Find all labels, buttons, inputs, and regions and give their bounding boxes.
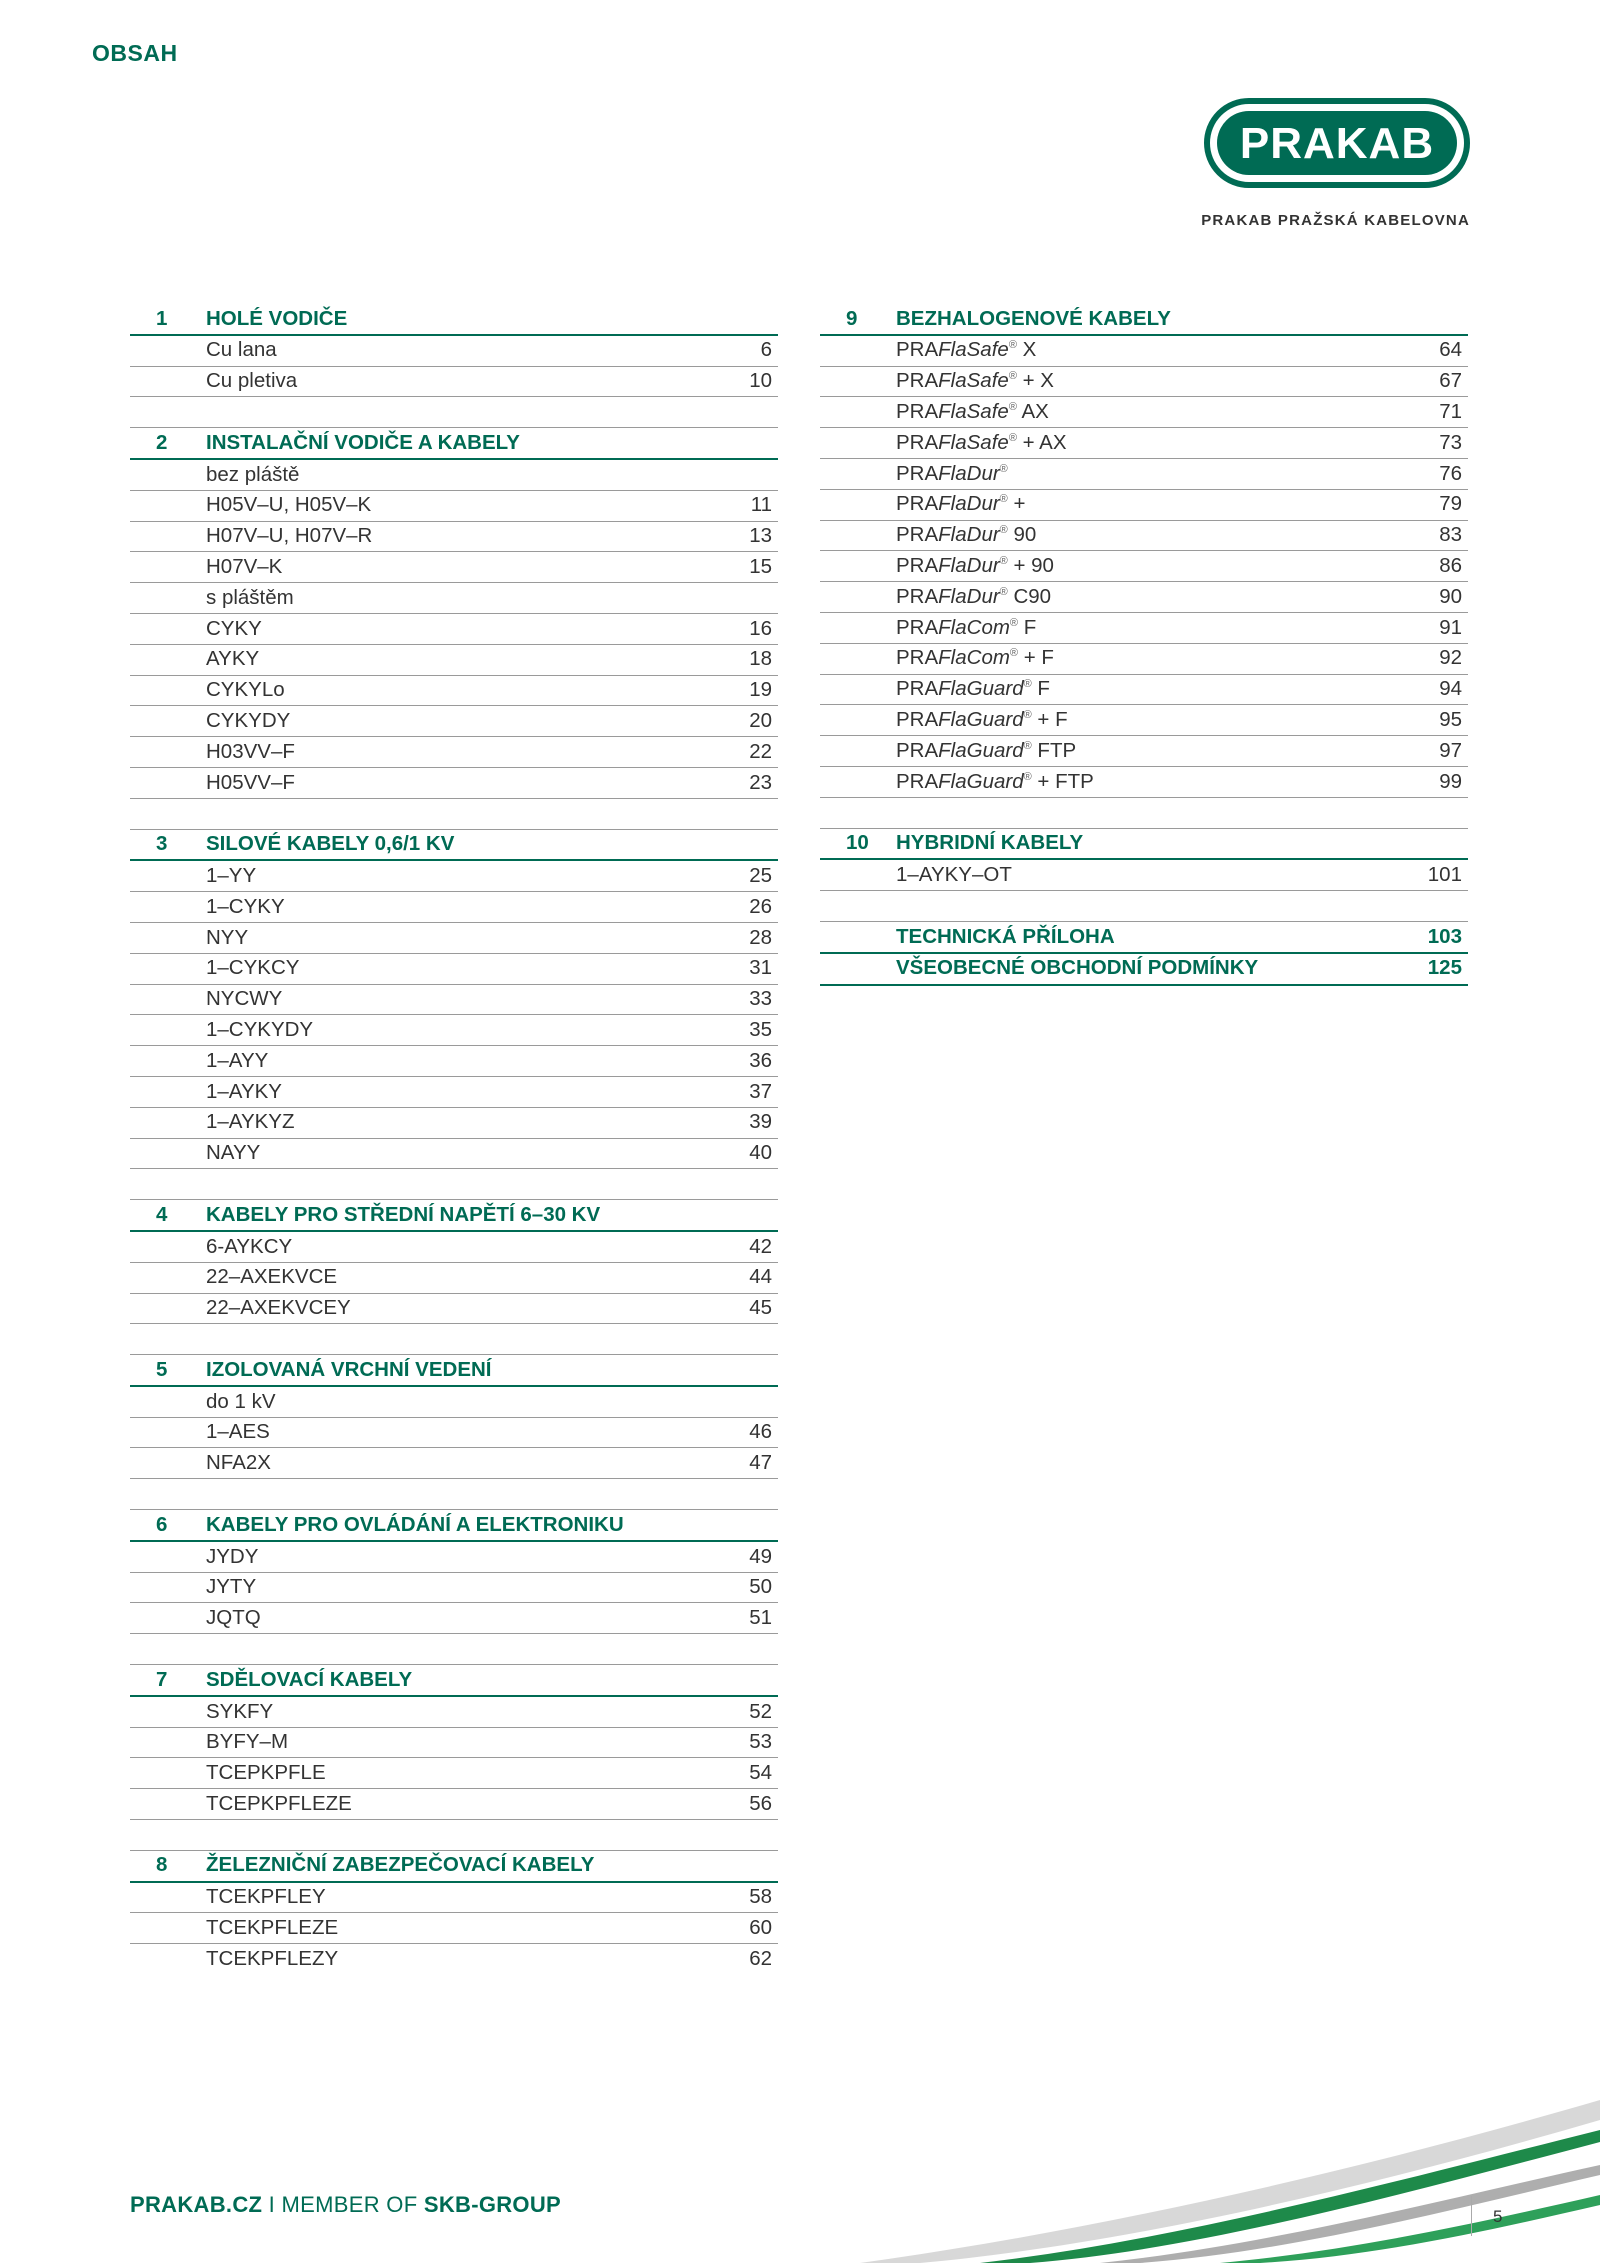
entry-title	[896, 430, 1392, 454]
entry-brand: FlaDur	[938, 523, 1000, 547]
toc-spacer-row	[130, 1169, 778, 1200]
toc-entry[interactable]	[820, 767, 1468, 798]
footer-group: SKB-GROUP	[423, 2192, 562, 2217]
entry-brand: FlaDur	[938, 554, 1000, 578]
entry-title: TECHNICKÁ PŘÍLOHA	[896, 924, 1115, 948]
toc-entry[interactable]	[130, 768, 778, 799]
registered-mark: ®	[999, 555, 1008, 568]
entry-page: 50	[749, 1575, 772, 1599]
toc-section-heading[interactable]	[130, 1851, 778, 1883]
entry-page: 51	[749, 1606, 772, 1630]
entry-title: CYKYDY	[206, 709, 291, 732]
entry-brand: FlaSafe	[938, 400, 1009, 424]
toc-entry[interactable]	[820, 459, 1468, 490]
entry-title: 1–YY	[206, 863, 257, 887]
registered-mark: ®	[1008, 370, 1017, 383]
entry-title	[896, 648, 1392, 669]
toc-entry[interactable]	[820, 490, 1468, 521]
entry-title: TCEKPFLEZE	[206, 1916, 339, 1940]
entry-brand: FlaGuard	[938, 738, 1024, 762]
toc-entry[interactable]	[130, 460, 778, 491]
entry-title: TCEPKPFLEZE	[206, 1791, 352, 1815]
entry-suffix: FTP	[1031, 738, 1077, 762]
registered-mark: ®	[999, 524, 1008, 537]
entry-page: 25	[749, 863, 772, 887]
entry-page: 15	[749, 555, 772, 579]
registered-mark: ®	[1023, 709, 1032, 722]
section-number: 9	[846, 306, 858, 330]
toc-entry[interactable]	[130, 583, 778, 614]
entry-title: JQTQ	[206, 1606, 261, 1630]
toc-appendix-entry[interactable]	[820, 922, 1468, 954]
toc-section-heading[interactable]	[130, 304, 778, 336]
entry-title: 1–CYKYDY	[206, 1017, 314, 1041]
entry-title: BYFY–M	[206, 1730, 289, 1754]
entry-title: Cu lana	[206, 338, 277, 362]
registered-mark: ®	[999, 493, 1008, 506]
section-title: SILOVÉ KABELY 0,6/1 KV	[206, 832, 455, 856]
toc-entry[interactable]	[130, 892, 778, 923]
toc-entry[interactable]	[130, 1263, 778, 1294]
section-title: SDĚLOVACÍ KABELY	[206, 1667, 413, 1691]
entry-suffix: F	[1018, 615, 1037, 639]
entry-prefix: PRA	[896, 369, 939, 393]
section-title: KABELY PRO STŘEDNÍ NAPĚTÍ 6–30 KV	[206, 1202, 601, 1226]
entry-title: 1–AES	[206, 1420, 270, 1444]
registered-mark: ®	[1008, 432, 1017, 444]
entry-page: 94	[1439, 677, 1462, 701]
entry-page: 44	[749, 1265, 772, 1289]
toc-left-column	[130, 304, 778, 1974]
toc-entry[interactable]	[130, 1913, 778, 1944]
toc-entry[interactable]	[130, 1387, 778, 1418]
entry-title: NAYY	[206, 1141, 261, 1165]
toc-entry[interactable]	[820, 613, 1468, 644]
toc-entry[interactable]	[820, 582, 1468, 613]
toc-entry[interactable]	[130, 985, 778, 1016]
entry-page: 97	[1439, 738, 1462, 762]
toc-entry[interactable]	[130, 614, 778, 645]
entry-title	[896, 371, 1392, 392]
toc-entry[interactable]	[820, 736, 1468, 767]
page-number: 5	[1493, 2207, 1503, 2226]
entry-brand: FlaGuard	[938, 677, 1024, 701]
section-number: 5	[156, 1357, 168, 1381]
entry-page: 76	[1439, 461, 1462, 485]
entry-suffix: +	[1007, 492, 1026, 516]
entry-page: 83	[1439, 523, 1462, 547]
toc-section-heading[interactable]	[130, 830, 778, 862]
entry-title: NFA2X	[206, 1451, 271, 1475]
entry-prefix: PRA	[896, 338, 939, 362]
entry-title: 1–AYKYZ	[206, 1110, 295, 1134]
footer-site[interactable]: PRAKAB.CZ	[130, 2192, 263, 2217]
toc-entry[interactable]	[130, 954, 778, 985]
entry-brand: FlaCom	[938, 646, 1010, 670]
section-number: 7	[156, 1667, 168, 1691]
entry-title: SYKFY	[206, 1699, 274, 1723]
entry-page: 28	[749, 925, 772, 949]
entry-prefix: PRA	[896, 708, 939, 731]
entry-title: 22–AXEKVCE	[206, 1265, 338, 1289]
entry-page: 45	[749, 1296, 772, 1320]
entry-title: NYCWY	[206, 987, 283, 1011]
section-title: BEZHALOGENOVÉ KABELY	[896, 306, 1171, 330]
toc-entry[interactable]	[130, 522, 778, 553]
entry-prefix: PRA	[896, 461, 939, 485]
registered-mark: ®	[1023, 678, 1032, 691]
entry-page: 79	[1439, 492, 1462, 516]
toc-entry[interactable]	[130, 1944, 778, 1974]
entry-page: 36	[749, 1048, 772, 1072]
entry-title: 1–CYKCY	[206, 956, 300, 980]
toc-entry[interactable]	[820, 336, 1468, 367]
entry-title	[896, 525, 1392, 546]
toc-section-heading[interactable]	[130, 1510, 778, 1542]
entry-page: 92	[1439, 646, 1462, 670]
entry-page: 49	[749, 1544, 772, 1568]
logo-caption: PRAKAB PRAŽSKÁ KABELOVNA	[1201, 212, 1470, 229]
toc-section-heading[interactable]	[130, 1200, 778, 1232]
toc-entry[interactable]	[130, 1758, 778, 1789]
section-number: 8	[156, 1853, 168, 1877]
registered-mark: ®	[1023, 739, 1032, 752]
entry-page: 10	[749, 369, 772, 393]
toc-entry[interactable]	[130, 706, 778, 737]
entry-page: 101	[1427, 862, 1462, 886]
toc-entry[interactable]	[130, 1294, 778, 1325]
toc-entry[interactable]	[130, 1697, 778, 1728]
entry-prefix: PRA	[896, 523, 939, 547]
decorative-cable-swoosh	[800, 2080, 1600, 2263]
entry-suffix: + X	[1016, 369, 1054, 393]
section-number: 6	[156, 1512, 168, 1536]
toc-appendix-entry[interactable]	[820, 954, 1468, 986]
entry-title: TCEKPFLEZY	[206, 1946, 339, 1970]
toc-entry[interactable]	[130, 1448, 778, 1479]
toc-section-heading[interactable]	[820, 304, 1468, 336]
section-title: IZOLOVANÁ VRCHNÍ VEDENÍ	[206, 1357, 492, 1381]
logo-wordmark: PRAKAB	[1239, 119, 1435, 168]
registered-mark: ®	[999, 462, 1008, 475]
toc-section-heading[interactable]	[130, 428, 778, 460]
entry-brand: FlaGuard	[938, 708, 1024, 731]
toc-spacer-row	[130, 1479, 778, 1510]
entry-page: 31	[749, 956, 772, 980]
entry-page: 6	[760, 338, 772, 362]
entry-title: 1–AYKY–OT	[896, 862, 1012, 886]
section-number: 4	[156, 1202, 168, 1226]
entry-brand: FlaDur	[938, 461, 1000, 485]
entry-page: 60	[749, 1916, 772, 1940]
entry-page: 53	[749, 1730, 772, 1754]
entry-page: 37	[749, 1079, 772, 1103]
entry-title: bez pláště	[206, 462, 300, 486]
toc-entry[interactable]	[130, 923, 778, 954]
entry-page: 46	[749, 1420, 772, 1444]
entry-title	[896, 461, 1392, 485]
entry-title: NYY	[206, 925, 249, 949]
toc-entry[interactable]	[820, 367, 1468, 398]
toc-spacer-row	[820, 798, 1468, 829]
entry-page: 99	[1439, 769, 1462, 793]
entry-page: 95	[1439, 708, 1462, 731]
toc-entry[interactable]	[130, 1573, 778, 1604]
entry-title	[896, 584, 1392, 608]
toc-entry[interactable]	[130, 1789, 778, 1820]
entry-title: 1–AYY	[206, 1048, 269, 1072]
entry-page: 67	[1439, 369, 1462, 393]
footer-member: MEMBER OF	[281, 2192, 424, 2217]
entry-title: H07V–U, H07V–R	[206, 524, 373, 548]
entry-page: 86	[1439, 554, 1462, 578]
toc-spacer-row	[130, 1324, 778, 1355]
registered-mark: ®	[1023, 770, 1032, 783]
toc-entry[interactable]	[820, 675, 1468, 706]
toc-entry[interactable]	[130, 737, 778, 768]
entry-title: 1–CYKY	[206, 894, 285, 918]
entry-title: Cu pletiva	[206, 369, 298, 393]
entry-title	[896, 556, 1392, 577]
entry-title	[896, 615, 1392, 639]
page-number-divider	[1471, 2196, 1472, 2236]
toc-entry[interactable]	[130, 552, 778, 583]
entry-suffix: 90	[1007, 523, 1037, 547]
toc-spacer-row	[130, 799, 778, 830]
entry-title: JYDY	[206, 1544, 259, 1568]
entry-title	[896, 340, 1392, 361]
registered-mark: ®	[1009, 647, 1019, 660]
entry-title	[896, 494, 1392, 515]
toc-entry[interactable]	[820, 397, 1468, 428]
entry-page: 11	[750, 493, 772, 517]
toc-entry[interactable]	[820, 860, 1468, 891]
toc-entry[interactable]	[820, 705, 1468, 736]
toc-entry[interactable]	[130, 861, 778, 892]
toc-entry[interactable]	[130, 1728, 778, 1759]
section-title: ŽELEZNIČNÍ ZABEZPEČOVACÍ KABELY	[206, 1853, 595, 1877]
entry-suffix: AX	[1016, 400, 1049, 424]
entry-page: 54	[749, 1761, 772, 1785]
toc-entry[interactable]	[130, 336, 778, 367]
entry-title	[896, 738, 1392, 762]
toc-entry[interactable]	[130, 676, 778, 707]
entry-suffix: X	[1016, 338, 1037, 362]
entry-page: 58	[749, 1885, 772, 1909]
entry-title	[896, 679, 1392, 700]
entry-page: 19	[749, 678, 772, 702]
toc-entry[interactable]	[130, 1077, 778, 1108]
entry-page: 26	[749, 894, 772, 918]
toc-spacer-row	[820, 891, 1468, 922]
toc-spacer-row	[130, 1634, 778, 1665]
entry-prefix: PRA	[896, 769, 939, 793]
entry-page: 125	[1427, 956, 1462, 980]
registered-mark: ®	[1008, 339, 1017, 352]
entry-brand: FlaSafe	[938, 369, 1009, 393]
entry-brand: FlaCom	[938, 615, 1010, 639]
entry-page: 90	[1439, 584, 1462, 608]
toc-section-heading[interactable]	[820, 829, 1468, 861]
entry-title: s pláštěm	[206, 585, 294, 609]
entry-title: CYKY	[206, 616, 262, 640]
footer	[130, 2192, 561, 2218]
entry-title	[896, 710, 1392, 731]
entry-page: 64	[1439, 338, 1462, 362]
entry-title: JYTY	[206, 1575, 257, 1599]
entry-prefix: PRA	[896, 554, 939, 578]
toc-entry[interactable]	[820, 521, 1468, 552]
toc-entry[interactable]	[130, 1603, 778, 1634]
entry-page: 20	[749, 709, 772, 732]
entry-page: 91	[1439, 615, 1462, 639]
entry-prefix: PRA	[896, 430, 939, 454]
entry-brand: FlaDur	[938, 584, 1000, 608]
entry-brand: FlaSafe	[938, 430, 1009, 454]
toc-entry[interactable]	[820, 428, 1468, 459]
entry-page: 52	[749, 1699, 772, 1723]
registered-mark: ®	[1008, 401, 1017, 414]
prakab-logo	[1204, 98, 1470, 188]
entry-prefix: PRA	[896, 584, 939, 608]
page-title: OBSAH	[92, 40, 178, 66]
entry-page: 18	[749, 647, 772, 671]
entry-page: 73	[1439, 430, 1462, 454]
entry-suffix: C90	[1007, 584, 1052, 608]
entry-prefix: PRA	[896, 677, 939, 701]
registered-mark: ®	[999, 585, 1008, 598]
entry-prefix: PRA	[896, 646, 939, 670]
entry-title	[896, 769, 1392, 793]
toc-entry[interactable]	[130, 1139, 778, 1170]
entry-title: 6-AYKCY	[206, 1234, 293, 1258]
entry-title: TCEKPFLEY	[206, 1885, 326, 1909]
entry-page: 23	[749, 770, 772, 794]
entry-suffix: F	[1031, 677, 1050, 701]
entry-title: VŠEOBECNÉ OBCHODNÍ PODMÍNKY	[896, 956, 1259, 980]
toc-entry[interactable]	[820, 644, 1468, 675]
registered-mark: ®	[1009, 616, 1019, 629]
entry-prefix: PRA	[896, 615, 939, 639]
entry-page: 39	[749, 1110, 772, 1134]
entry-suffix: + FTP	[1031, 769, 1094, 793]
entry-prefix: PRA	[896, 400, 939, 424]
section-number: 3	[156, 832, 168, 856]
toc-entry[interactable]	[130, 491, 778, 522]
entry-title: 1–AYKY	[206, 1079, 282, 1103]
toc-entry[interactable]	[130, 1418, 778, 1449]
entry-title: CYKYLo	[206, 678, 285, 702]
entry-title: AYKY	[206, 647, 260, 671]
entry-title: 22–AXEKVCEY	[206, 1296, 351, 1320]
toc-entry[interactable]	[130, 1015, 778, 1046]
entry-title: H03VV–F	[206, 739, 295, 763]
toc-entry[interactable]	[130, 1046, 778, 1077]
entry-suffix: + F	[1018, 646, 1054, 670]
toc-spacer-row	[130, 397, 778, 428]
entry-page: 22	[749, 739, 772, 763]
entry-page: 71	[1439, 400, 1462, 424]
toc-entry[interactable]	[130, 367, 778, 398]
section-title: HOLÉ VODIČE	[206, 306, 348, 330]
entry-prefix: PRA	[896, 738, 939, 762]
section-number: 2	[156, 430, 168, 454]
entry-page: 56	[749, 1791, 772, 1815]
toc-entry[interactable]	[820, 551, 1468, 582]
toc-entry[interactable]	[130, 1232, 778, 1263]
toc-section-heading[interactable]	[130, 1665, 778, 1697]
entry-brand: FlaGuard	[938, 769, 1024, 793]
entry-page: 47	[749, 1451, 772, 1475]
entry-page: 13	[749, 524, 772, 548]
entry-title: H05VV–F	[206, 770, 295, 794]
section-number: 10	[846, 831, 869, 855]
entry-page: 103	[1427, 924, 1462, 948]
entry-suffix: + 90	[1007, 554, 1054, 578]
entry-page: 16	[749, 616, 772, 640]
entry-brand: FlaDur	[938, 492, 1000, 516]
entry-title: do 1 kV	[206, 1389, 276, 1413]
section-title: HYBRIDNÍ KABELY	[896, 831, 1084, 855]
toc-section-heading[interactable]	[130, 1355, 778, 1387]
entry-prefix: PRA	[896, 492, 939, 516]
section-title: KABELY PRO OVLÁDÁNÍ A ELEKTRONIKU	[206, 1512, 624, 1536]
toc-spacer-row	[130, 1820, 778, 1851]
entry-title: TCEPKPFLE	[206, 1761, 326, 1785]
entry-page: 35	[749, 1017, 772, 1041]
entry-title: H07V–K	[206, 555, 283, 579]
entry-brand: FlaSafe	[938, 338, 1009, 362]
section-title: INSTALAČNÍ VODIČE A KABELY	[206, 430, 520, 454]
entry-title	[896, 402, 1392, 423]
toc-entry[interactable]	[130, 645, 778, 676]
toc-entry[interactable]	[130, 1542, 778, 1573]
entry-page: 33	[749, 987, 772, 1011]
entry-page: 40	[749, 1141, 772, 1165]
entry-title: H05V–U, H05V–K	[206, 493, 372, 517]
section-number: 1	[156, 306, 168, 330]
toc-entry[interactable]	[130, 1108, 778, 1139]
entry-page: 42	[749, 1234, 772, 1258]
toc-entry[interactable]	[130, 1883, 778, 1914]
footer-separator: I	[262, 2192, 282, 2217]
entry-suffix: + AX	[1016, 430, 1067, 454]
entry-suffix: + F	[1031, 708, 1068, 731]
entry-page: 62	[749, 1946, 772, 1970]
toc-right-column	[820, 304, 1468, 986]
